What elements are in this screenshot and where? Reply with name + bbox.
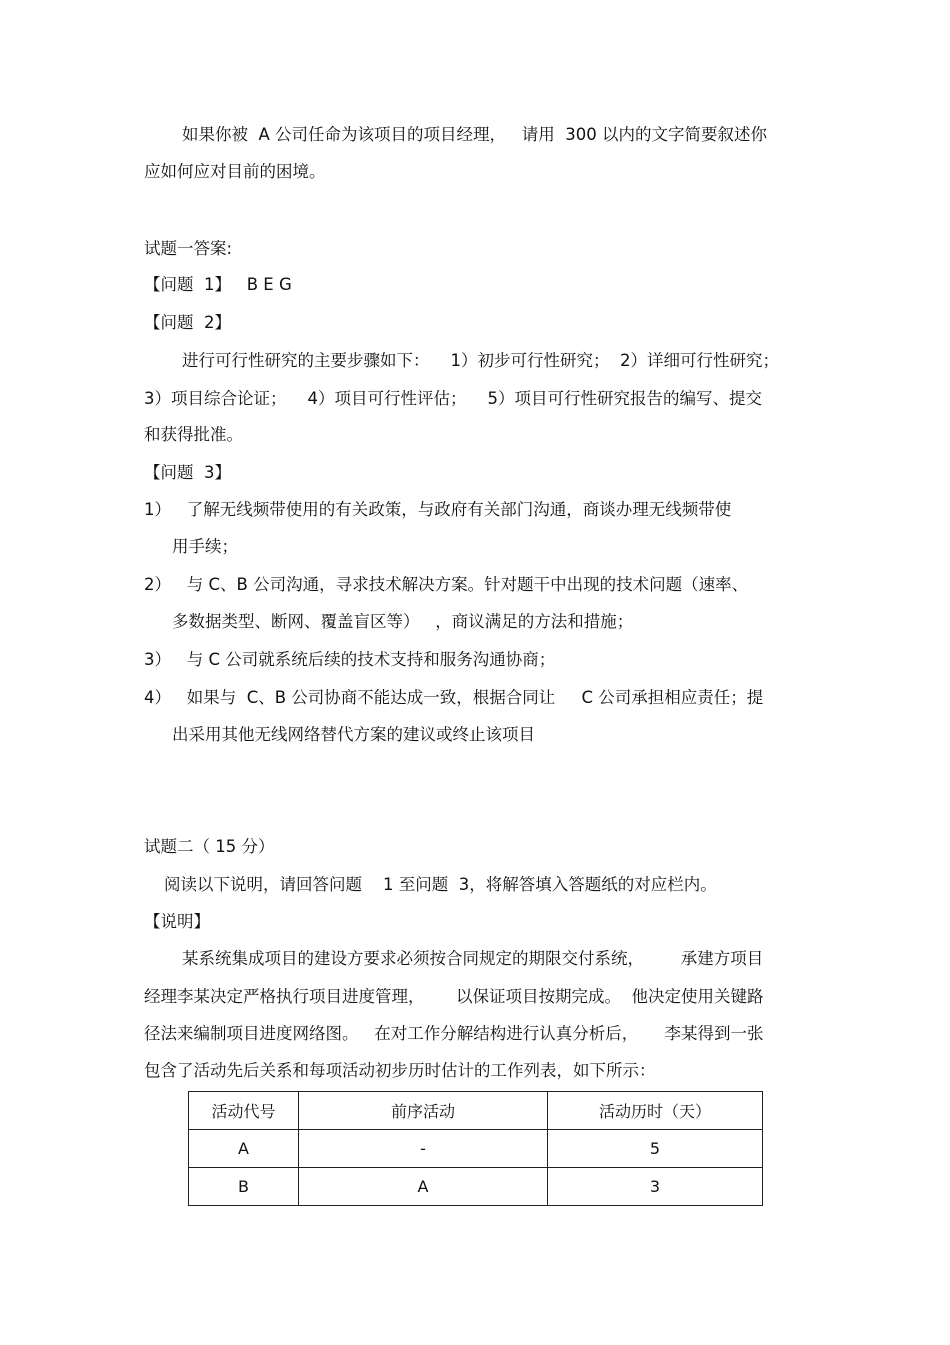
table-cell: A bbox=[299, 1168, 548, 1206]
table-row bbox=[189, 1130, 763, 1168]
column-header: 活动历时（天） bbox=[548, 1092, 763, 1130]
list-item: 1） 了解无线频带使用的有关政策，与政府有关部门沟通，商谈办理无线频带使 bbox=[144, 500, 732, 519]
column-header: 活动代号 bbox=[189, 1092, 299, 1130]
table-header-row bbox=[189, 1092, 763, 1130]
table-cell: 5 bbox=[548, 1130, 763, 1168]
subsection-heading: 【说明】 bbox=[144, 912, 210, 931]
paragraph-line: 如果你被 A 公司任命为该项目的项目经理， 请用 300 以内的文字简要叙述你 bbox=[182, 125, 767, 144]
column-header: 前序活动 bbox=[299, 1092, 548, 1130]
paragraph-line: 进行可行性研究的主要步骤如下： 1）初步可行性研究； 2）详细可行性研究； bbox=[182, 351, 779, 370]
list-item: 3） 与 C 公司就系统后续的技术支持和服务沟通协商； bbox=[144, 650, 556, 669]
list-item: 4） 如果与 C、B 公司协商不能达成一致，根据合同让 C 公司承担相应责任；提 bbox=[144, 688, 764, 707]
paragraph-line: 经理李某决定严格执行项目进度管理， 以保证项目按期完成。 他决定使用关键路 bbox=[144, 987, 764, 1006]
paragraph-line: 3）项目综合论证； 4）项目可行性评估； 5）项目可行性研究报告的编写、提交 bbox=[144, 389, 762, 408]
table-cell: - bbox=[299, 1130, 548, 1168]
list-item-continuation: 多数据类型、断网、覆盖盲区等） ，商议满足的方法和措施； bbox=[172, 612, 634, 631]
paragraph-line: 某系统集成项目的建设方要求必须按合同规定的期限交付系统， 承建方项目 bbox=[182, 949, 764, 968]
paragraph-line: 径法来编制项目进度网络图。 在对工作分解结构进行认真分析后， 李某得到一张 bbox=[144, 1024, 764, 1043]
table-row bbox=[189, 1168, 763, 1206]
section-heading: 试题一答案: bbox=[144, 239, 233, 258]
paragraph-line: 和获得批准。 bbox=[144, 425, 243, 444]
paragraph-line: 阅读以下说明，请回答问题 1 至问题 3，将解答填入答题纸的对应栏内。 bbox=[164, 875, 717, 894]
paragraph-line: 应如何应对目前的困境。 bbox=[144, 162, 326, 181]
activity-table bbox=[188, 1091, 763, 1206]
list-item-continuation: 出采用其他无线网络替代方案的建议或终止该项目 bbox=[172, 725, 535, 744]
question-heading: 【问题 3】 bbox=[144, 463, 231, 482]
list-item-continuation: 用手续； bbox=[172, 537, 238, 556]
list-item: 2） 与 C、B 公司沟通，寻求技术解决方案。针对题干中出现的技术问题（速率、 bbox=[144, 575, 749, 594]
table-cell: B bbox=[189, 1168, 299, 1206]
question-heading: 【问题 2】 bbox=[144, 313, 231, 332]
table-cell: A bbox=[189, 1130, 299, 1168]
table-cell: 3 bbox=[548, 1168, 763, 1206]
paragraph-line: 包含了活动先后关系和每项活动初步历时估计的工作列表，如下所示： bbox=[144, 1061, 656, 1080]
section-heading: 试题二（ 15 分） bbox=[144, 837, 275, 856]
question-heading: 【问题 1】 B E G bbox=[144, 275, 292, 294]
